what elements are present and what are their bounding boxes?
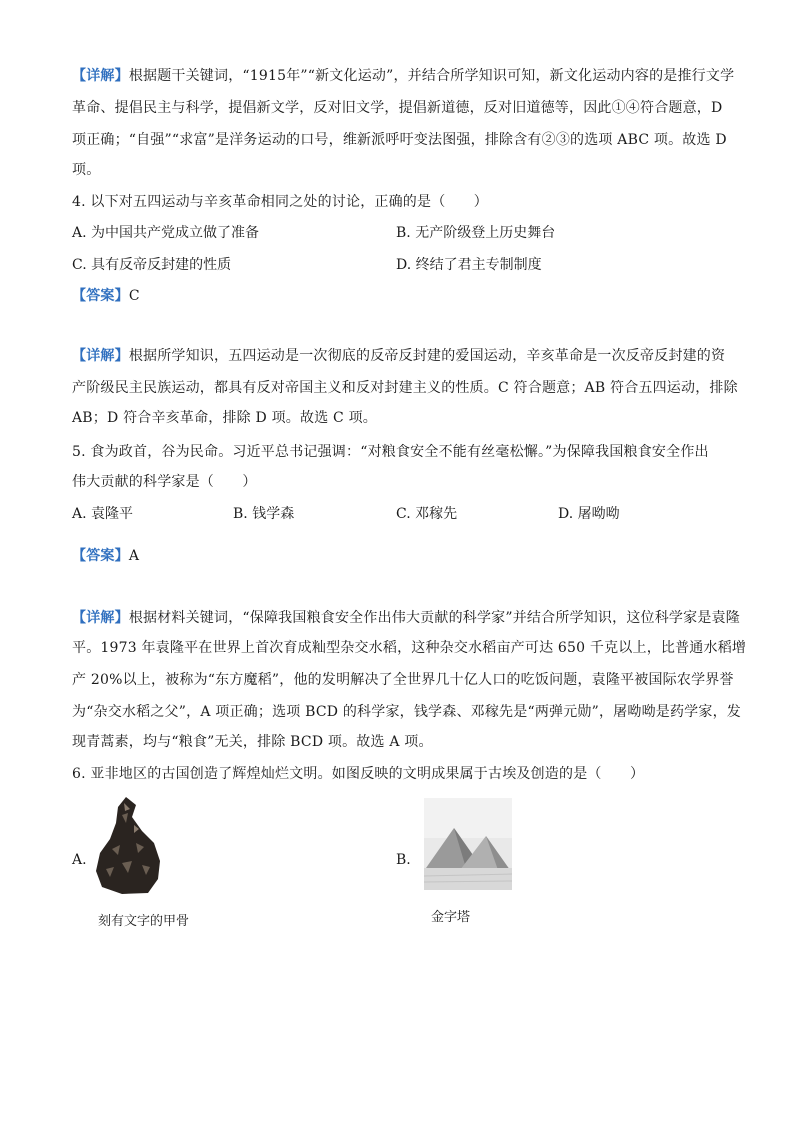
q5-option-c: C. 邓稼先: [396, 506, 458, 522]
q5-detail-line: 产 20%以上，被称为“东方魔稻”，他的发明解决了全世界几十亿人口的吃饭问题，袁隆平被国际农学界誉: [72, 672, 734, 688]
q4-option-c: C. 具有反帝反封建的性质: [72, 257, 232, 273]
q4-detail-line: 【详解】根据所学知识，五四运动是一次彻底的反帝反封建的爱国运动，辛亥革命是一次反帝反封建的资: [72, 348, 726, 364]
q5-option-b: B. 钱学森: [233, 506, 295, 522]
pyramid-image: [424, 798, 512, 890]
q6-option-b-label: B.: [396, 852, 411, 868]
q5-detail-line: 平。1973 年袁隆平在世界上首次育成籼型杂交水稻，这种杂交水稻亩产可达 650 千克以上，比普通水稻增: [72, 640, 747, 656]
q5-detail-line: 【详解】根据材料关键词，“保障我国粮食安全作出伟大贡献的科学家”并结合所学知识，这位科学家是袁隆: [72, 610, 740, 626]
q4-option-a: A. 为中国共产党成立做了准备: [72, 225, 260, 241]
q4-option-b: B. 无产阶级登上历史舞台: [396, 225, 556, 241]
q4-option-d: D. 终结了君主专制制度: [396, 257, 542, 273]
q5-option-d: D. 屠呦呦: [558, 506, 620, 522]
detail-tag: 【详解】: [72, 68, 129, 84]
q4-detail-line: 产阶级民主民族运动，都具有反对帝国主义和反对封建主义的性质。C 符合题意；AB 符合五四运动，排除: [72, 380, 738, 396]
question-4-stem: 4. 以下对五四运动与辛亥革命相同之处的讨论，正确的是（ ）: [72, 194, 489, 210]
q5-answer: 【答案】A: [72, 548, 140, 564]
q5-detail-line: 现青蒿素，均与“粮食”无关，排除 BCD 项。故选 A 项。: [72, 734, 433, 750]
q5-option-a: A. 袁隆平: [72, 506, 134, 522]
detail-line: 项正确；“自强”“求富”是洋务运动的口号，维新派呼吁变法图强，排除含有②③的选项 ABC 项。故选 D: [72, 132, 727, 148]
question-5-stem: 伟大贡献的科学家是（ ）: [72, 474, 257, 490]
oracle-bone-image: [92, 795, 164, 895]
detail-line: 项。: [72, 162, 101, 178]
question-6-stem: 6. 亚非地区的古国创造了辉煌灿烂文明。如图反映的文明成果属于古埃及创造的是（ ）: [72, 766, 645, 782]
q4-answer: 【答案】C: [72, 288, 140, 304]
q4-detail-line: AB；D 符合辛亥革命，排除 D 项。故选 C 项。: [72, 410, 378, 426]
q5-detail-line: 为“杂交水稻之父”，A 项正确；选项 BCD 的科学家，钱学森、邓稼先是“两弹元勋”，屠呦呦是药学家，发: [72, 704, 741, 720]
question-5-stem: 5. 食为政首，谷为民命。习近平总书记强调：“对粮食安全不能有丝毫松懈。”为保障我国粮食安全作出: [72, 444, 709, 460]
detail-line: 革命、提倡民主与科学，提倡新文学，反对旧文学，提倡新道德，反对旧道德等，因此①④符合题意，D: [72, 100, 723, 116]
q6-option-a-caption: 刻有文字的甲骨: [98, 914, 190, 929]
detail-line: 【详解】根据题干关键词，“1915年”“新文化运动”，并结合所学知识可知，新文化运动内容的是推行文学: [72, 68, 735, 84]
q6-option-a-label: A.: [72, 852, 87, 868]
q6-option-b-caption: 金字塔: [431, 910, 471, 925]
